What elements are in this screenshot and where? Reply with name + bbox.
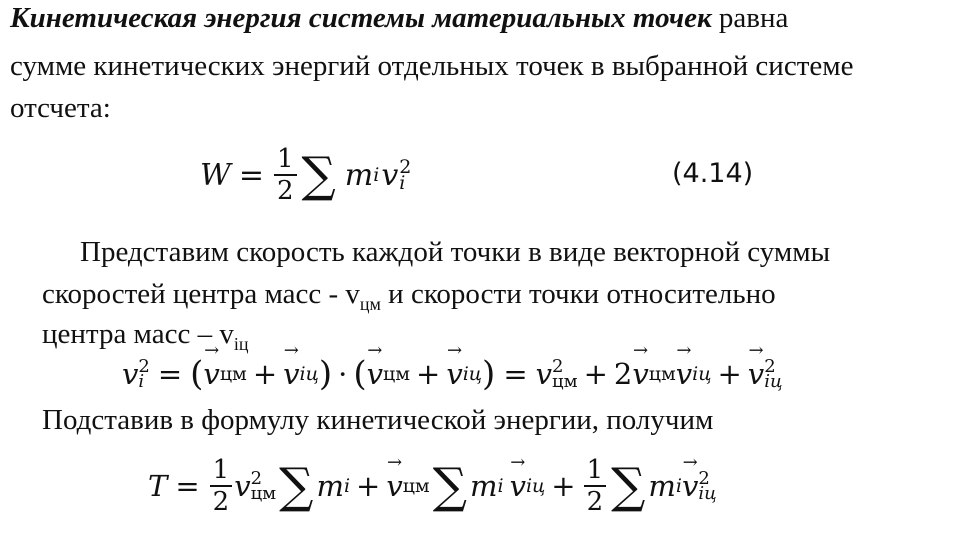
eq2-equals2: =: [503, 357, 528, 391]
eq2-sub-ic: iц: [764, 371, 783, 392]
eq2-vcm-sq: v: [535, 357, 553, 391]
paragraph3-line1: Подставив в формулу кинетической энергии, получим: [42, 404, 714, 436]
eq3-vic: → v: [510, 469, 526, 503]
eq3-plus2: +: [551, 469, 576, 503]
eq2-equals1: =: [157, 357, 183, 391]
paragraph2-line2-sub: цм: [359, 293, 381, 314]
paragraph1-line2: сумме кинетических энергий отдельных точек в выбранной системе: [10, 50, 854, 82]
eq2-rpar1: ): [318, 354, 333, 394]
eq2-plus3: +: [583, 357, 608, 391]
eq1-lhs: W: [200, 157, 231, 193]
paragraph1-line3: отсчета:: [10, 92, 111, 124]
eq2-plus2: +: [416, 357, 441, 391]
eq2-sup2: 2: [552, 356, 564, 377]
eq2-lpar2: (: [353, 354, 367, 394]
eq2-vcm1: → v: [203, 357, 219, 391]
paragraph2-line3-sub: iц: [233, 333, 249, 354]
eq3-m3: m: [648, 469, 676, 503]
paragraph2-line2-a: скоростей центра масс - v: [42, 278, 360, 310]
eq3-equals: =: [175, 469, 200, 503]
equation-4-14: W = $\frac{1}{2}$ ∑ m i v 2 i: [200, 144, 412, 206]
eq2-rpar2: ): [482, 354, 496, 394]
eq1-m: m: [344, 157, 374, 193]
paragraph1-text: равна: [718, 2, 789, 34]
eq3-fraction1: [210, 455, 233, 517]
eq1-equals: =: [238, 157, 264, 193]
eq3-frac2-num: 1: [584, 455, 607, 487]
eq1-v-sub: i: [399, 172, 406, 194]
velocity-square-equation: v 2 i = ( → v цм + → v iц ) · ( → v цм + → v iц ) = v 2 цм + 2 → v цм → v iц + → v 2 iц: [122, 354, 783, 394]
eq2-coef-2: 2: [613, 357, 633, 391]
eq3-sum2: ∑: [432, 458, 467, 514]
eq2-sup1: 2: [138, 356, 150, 377]
paragraph2-line2: [42, 276, 776, 312]
eq3-lhs: T: [148, 469, 168, 503]
eq3-vic-sq: → v: [682, 469, 698, 503]
eq1-frac-num: 1: [274, 144, 297, 176]
eq3-m1: m: [316, 469, 344, 503]
paragraph1-line1: [10, 0, 788, 36]
eq3-sup3: 2: [698, 468, 710, 489]
equation-number: (4.14): [672, 158, 754, 189]
eq2-lpar1: (: [190, 354, 204, 394]
eq3-sum1: ∑: [279, 458, 314, 514]
eq3-sub1: цм: [250, 483, 277, 504]
eq2-sub-cm: цм: [552, 371, 578, 392]
eq2-sub1: i: [138, 371, 145, 392]
eq3-v1: v: [234, 469, 251, 503]
paragraph2-line2-b: и скорости точки относительно: [380, 278, 776, 310]
paragraph2-line3-a: центра масс – v: [42, 318, 234, 350]
eq2-vic3: → v: [676, 357, 692, 391]
eq3-sup1: 2: [250, 468, 263, 489]
eq2-vic1: → v: [283, 357, 299, 391]
eq1-frac-den: 2: [276, 176, 294, 206]
eq2-vic-sq: → v: [748, 357, 764, 391]
eq2-vic2: → v: [446, 357, 462, 391]
eq3-sub3: iц: [698, 483, 717, 504]
eq3-vcm: → v: [386, 469, 402, 503]
eq2-vcm2: → v: [367, 357, 383, 391]
eq1-sum-symbol: ∑: [301, 147, 336, 203]
eq3-sum3: ∑: [611, 458, 646, 514]
eq3-fraction2: [584, 455, 607, 517]
eq3-plus1: +: [356, 469, 381, 503]
eq3-m2: m: [469, 469, 498, 503]
eq2-sup3: 2: [764, 356, 776, 377]
eq2-plus1: +: [252, 357, 278, 391]
paragraph2-line1: Представим скорость каждой точки в виде векторной суммы: [80, 236, 831, 268]
eq1-v: v: [381, 157, 399, 193]
eq1-v-sup: 2: [399, 156, 412, 178]
eq2-vcm3: → v: [632, 357, 648, 391]
eq1-fraction: [274, 144, 297, 206]
kinetic-energy-equation: T = $\frac{1}{2}$ v 2 цм ∑ m i + → v цм ∑ m i → v iц + $\frac{1}{2}$ ∑ m i → v 2 iц: [148, 446, 717, 526]
eq2-plus4: +: [717, 357, 742, 391]
eq3-frac1-den: 2: [212, 487, 230, 517]
bold-definition: Кинетическая энергия системы материальных точек: [10, 2, 712, 34]
eq2-v1: v: [122, 357, 139, 391]
eq3-frac2-den: 2: [586, 487, 604, 517]
eq3-frac1-num: 1: [210, 455, 233, 487]
eq2-dot: ·: [338, 357, 348, 391]
